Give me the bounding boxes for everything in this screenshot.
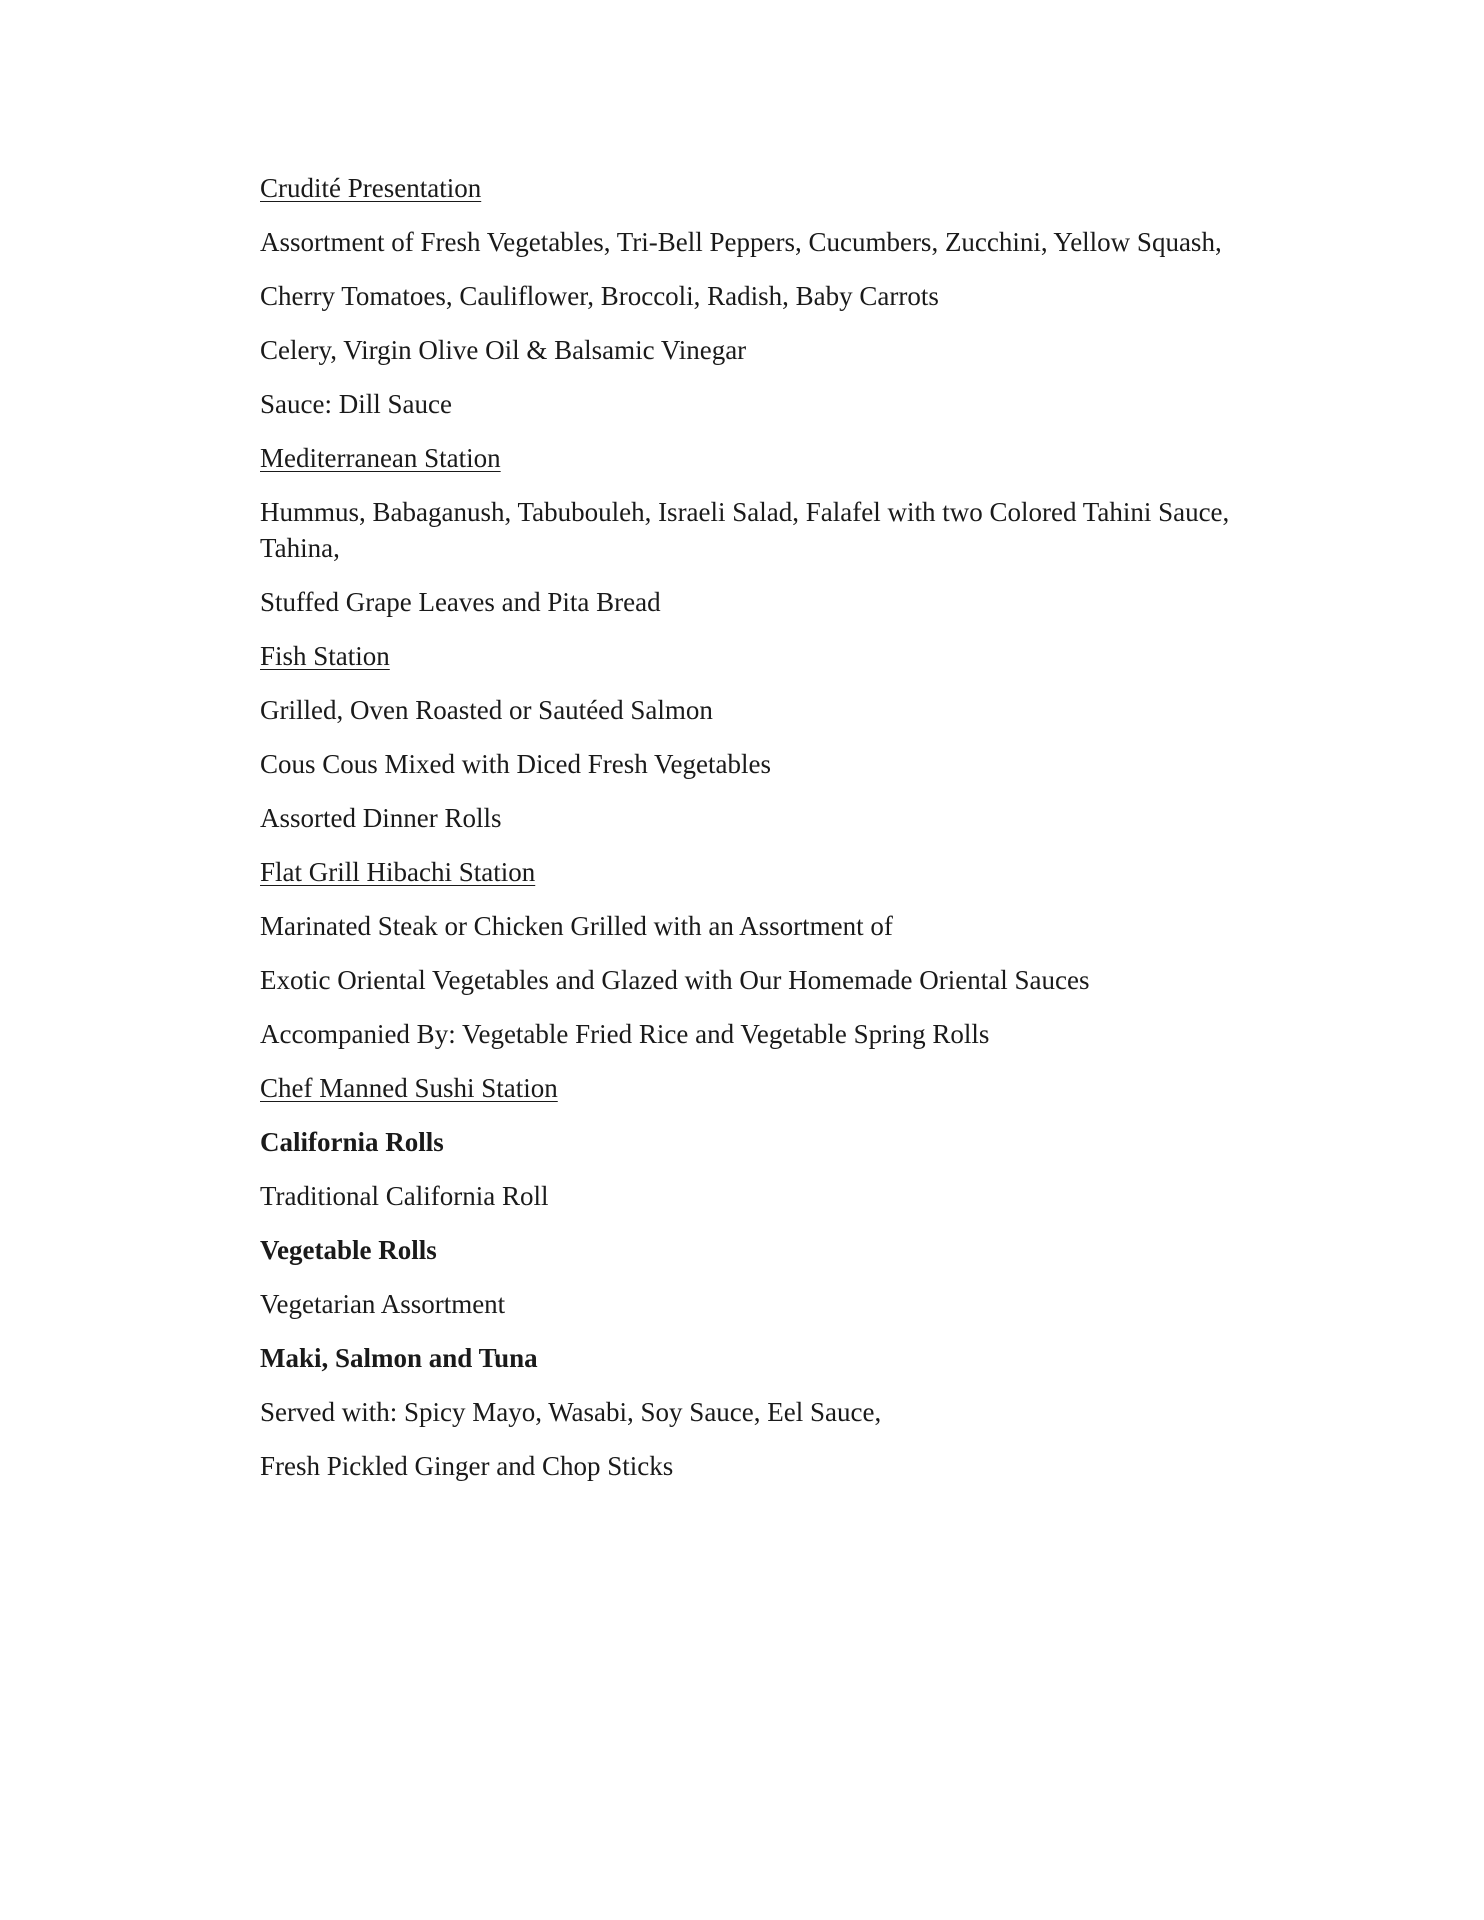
section-heading-fish: Fish Station (260, 641, 390, 671)
section-heading-sushi: Chef Manned Sushi Station (260, 1073, 558, 1103)
menu-page (260, 170, 1270, 1502)
sushi-closing-line: Fresh Pickled Ginger and Chop Sticks (260, 1451, 674, 1481)
sushi-item-title: Maki, Salmon and Tuna (260, 1343, 538, 1373)
sushi-item-description: Vegetarian Assortment (260, 1289, 506, 1319)
section-heading-crudite: Crudité Presentation (260, 173, 482, 203)
fish-line-3: Assorted Dinner Rolls (260, 803, 502, 833)
hibachi-line-3: Accompanied By: Vegetable Fried Rice and Vegetable Spring Rolls (260, 1019, 990, 1049)
sushi-item-title: California Rolls (260, 1127, 444, 1157)
sushi-item-description: Served with: Spicy Mayo, Wasabi, Soy Sauce, Eel Sauce, (260, 1397, 882, 1427)
hibachi-line-1: Marinated Steak or Chicken Grilled with an Assortment of (260, 911, 893, 941)
section-heading-hibachi: Flat Grill Hibachi Station (260, 857, 536, 887)
fish-line-2: Cous Cous Mixed with Diced Fresh Vegetables (260, 749, 771, 779)
sushi-item-description: Traditional California Roll (260, 1181, 549, 1211)
section-heading-mediterranean: Mediterranean Station (260, 443, 501, 473)
sushi-item-title: Vegetable Rolls (260, 1235, 437, 1265)
crudite-line-1: Assortment of Fresh Vegetables, Tri-Bell Peppers, Cucumbers, Zucchini, Yellow Squash, (260, 227, 1222, 257)
crudite-line-4: Sauce: Dill Sauce (260, 389, 452, 419)
mediterranean-line-2: Stuffed Grape Leaves and Pita Bread (260, 587, 661, 617)
crudite-line-3: Celery, Virgin Olive Oil & Balsamic Vinegar (260, 335, 747, 365)
fish-line-1: Grilled, Oven Roasted or Sautéed Salmon (260, 695, 713, 725)
crudite-line-2: Cherry Tomatoes, Cauliflower, Broccoli, Radish, Baby Carrots (260, 281, 939, 311)
hibachi-line-2: Exotic Oriental Vegetables and Glazed with Our Homemade Oriental Sauces (260, 965, 1090, 995)
mediterranean-line-1: Hummus, Babaganush, Tabubouleh, Israeli Salad, Falafel with two Colored Tahini Sauce, Tahina, (260, 497, 1230, 563)
